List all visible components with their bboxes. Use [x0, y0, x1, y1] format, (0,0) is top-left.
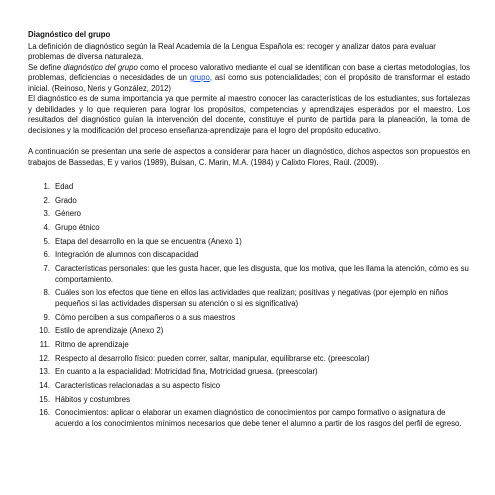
list-item-number: 12. [39, 353, 50, 363]
list-item-text: Edad [55, 182, 74, 191]
paragraph-text: como el proceso valorativo mediante el cual se identifican con base a ciertas metodologías, los problemas, deficiencias o necesidades de un [28, 62, 471, 82]
list-item-text: Cuáles son los efectos que tiene en ellos las actividades que realizan; positivas y negativas (por ejemplo en niños pequeños si las actividades dispersan su atención o si es significativa) [55, 288, 449, 308]
list-item [28, 182, 470, 193]
list-item [28, 381, 470, 392]
list-item-number: 9. [43, 312, 50, 322]
list-item-text: Grado [55, 195, 77, 205]
list-item-number: 3. [43, 209, 50, 219]
document-title: Diagnóstico del grupo [28, 30, 111, 39]
list-item-text: Grupo étnico [55, 223, 100, 233]
list-item [28, 326, 470, 337]
list-item-text: Respecto al desarrollo físico: pueden correr, saltar, manipular, equilibrarse etc. (preescolar) [55, 353, 370, 363]
paragraph-importance: El diagnóstico es de suma importancia ya que permite al maestro conocer las características de los estudiantes, sus fortalezas y debilidades y lo que requieren para lograr los propósitos, competencias y aprendizajes esperados por el maestro. Los resultados del diagnóstico guían la intervención del docente, constituye el punto de partida para la planeación, la toma de decisiones y la modificación del proceso enseñanza-aprendizaje para el logro del propósito educativo. [28, 94, 470, 135]
document-page [28, 30, 470, 433]
paragraph-definition: La definición de diagnóstico según la Real Academia de la Lengua Española es: recoger y analizar datos para evaluar problemas de diversa naturaleza. [28, 41, 436, 61]
list-item [28, 237, 470, 248]
list-item-number: 13. [39, 367, 50, 377]
list-item-number: 7. [43, 264, 50, 274]
list-item-number: 14. [39, 380, 50, 390]
list-item-number: 11. [39, 339, 50, 349]
list-item-number: 5. [43, 236, 50, 246]
list-item-text: Características personales: que les gusta hacer, que les disgusta, que los motiva, que les llama la atención, cómo es su comportamiento. [55, 264, 469, 284]
list-item-text: Hábitos y costumbres [55, 394, 130, 404]
list-item-text: Integración de alumnos con discapacidad [55, 250, 199, 260]
paragraph-group-definition [28, 63, 470, 95]
list-item-text: Ritmo de aprendizaje [55, 339, 129, 349]
list-item-number: 16. [39, 408, 50, 418]
list-item [28, 408, 470, 429]
paragraph-text: , así como sus potencialidades; con el propósito de transformar el estado inicial. (Reinoso, Neris y González, 2012) [28, 73, 471, 93]
list-item-text: Etapa del desarrollo en la que se encuentra (Anexo 1) [55, 236, 242, 246]
list-item [28, 223, 470, 234]
list-item [28, 367, 470, 378]
list-item-text: Conocimientos: aplicar o elaborar un examen diagnóstico de conocimientos por campo formativo o asignatura de acuerdo a los conocimientos mínimos necesarios que debe tener el alumno a partir de los rasgos del perfil de egreso. [55, 408, 462, 428]
grupo-link[interactable]: grupo [189, 73, 210, 82]
list-item-number: 6. [43, 250, 50, 260]
list-item [28, 340, 470, 351]
list-item [28, 196, 470, 207]
list-item [28, 313, 470, 324]
list-item-number: 2. [43, 195, 50, 205]
italic-term: diagnóstico del grupo [63, 62, 138, 72]
list-item [28, 264, 470, 285]
list-item [28, 209, 470, 220]
list-item-number: 4. [43, 223, 50, 233]
list-item-number: 1. [43, 182, 50, 191]
list-item [28, 288, 470, 309]
paragraph-aspects-intro: A continuación se presentan una serie de aspectos a considerar para hacer un diagnóstico, dichos aspectos son propuestos en trabajos de Bassedas, E y varios (1989), Buisan, C. Marin, M.A. (1984) y Calixto Flores, Raúl. (2009). [28, 147, 470, 167]
list-item [28, 250, 470, 261]
list-item-text: Género [55, 209, 82, 219]
paragraph-text: Se define [28, 62, 64, 72]
list-item-number: 8. [43, 288, 50, 298]
list-item-text: Cómo perciben a sus compañeros o a sus maestros [55, 312, 236, 322]
list-item-text: Características relacionadas a su aspecto físico [55, 380, 221, 390]
list-item [28, 354, 470, 365]
list-item-number: 15. [39, 394, 50, 404]
aspects-list [28, 182, 470, 429]
list-item-text: En cuanto a la espacialidad: Motricidad fina, Motricidad gruesa. (preescolar) [55, 367, 318, 377]
list-item-number: 10. [39, 326, 50, 336]
list-item-text: Estilo de aprendizaje (Anexo 2) [55, 326, 164, 336]
list-item [28, 395, 470, 406]
